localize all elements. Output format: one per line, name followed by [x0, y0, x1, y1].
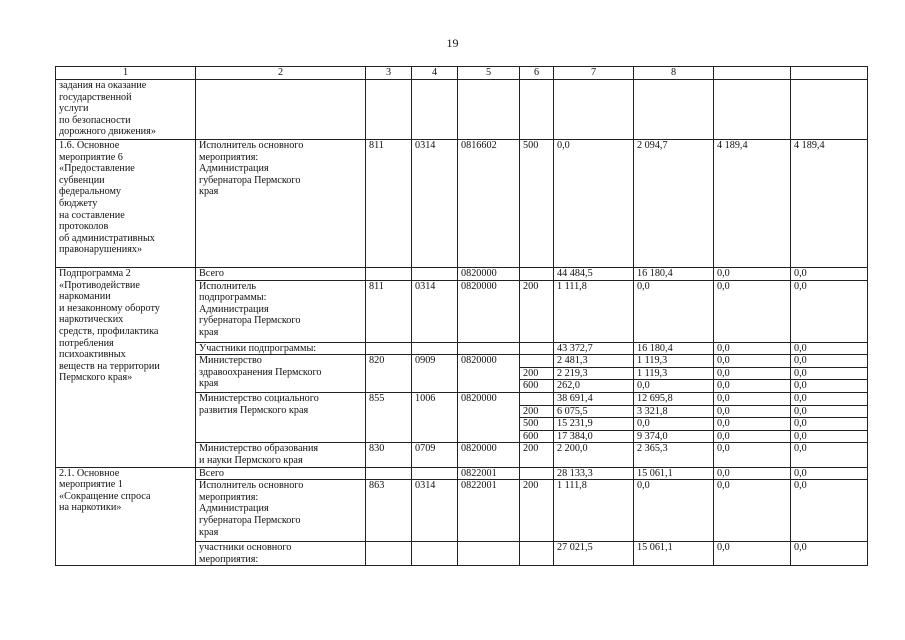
amount-cell: 0,0 — [791, 342, 868, 355]
amount-cell: 38 691,4 — [554, 392, 634, 405]
amount-cell: 0,0 — [791, 355, 868, 368]
table-cell — [714, 80, 791, 140]
grbs-code-cell: 811 — [366, 280, 412, 342]
header-row — [56, 67, 868, 80]
column-header: 4 — [412, 67, 458, 80]
grbs-code-cell: 811 — [366, 140, 412, 268]
expense-type-cell: 600 — [520, 430, 554, 443]
grbs-code-cell: 855 — [366, 392, 412, 442]
table-cell — [412, 80, 458, 140]
amount-cell: 0,0 — [714, 443, 791, 467]
amount-cell: 16 180,4 — [634, 342, 714, 355]
expense-type-cell: 200 — [520, 443, 554, 467]
table-row — [56, 80, 868, 140]
executor-cell: Участники подпрограммы: — [196, 342, 366, 355]
section-code-cell: 0314 — [412, 280, 458, 342]
expense-type-cell: 200 — [520, 367, 554, 380]
amount-cell: 2 365,3 — [634, 443, 714, 467]
table-cell — [366, 80, 412, 140]
amount-cell: 0,0 — [714, 467, 791, 480]
column-header: 8 — [634, 67, 714, 80]
amount-cell: 0,0 — [791, 405, 868, 418]
amount-cell: 0,0 — [791, 280, 868, 342]
table-cell — [791, 80, 868, 140]
expense-type-cell: 200 — [520, 405, 554, 418]
amount-cell: 0,0 — [791, 268, 868, 281]
table-cell — [520, 467, 554, 480]
amount-cell: 44 484,5 — [554, 268, 634, 281]
amount-cell: 0,0 — [714, 405, 791, 418]
target-code-cell: 0820000 — [458, 355, 520, 393]
table-cell — [412, 342, 458, 355]
target-code-cell: 0820000 — [458, 392, 520, 442]
program-name-cell: задания на оказание государственной услуги по безопасности дорожного движения» — [56, 80, 196, 140]
amount-cell: 0,0 — [791, 392, 868, 405]
amount-cell: 0,0 — [714, 480, 791, 542]
executor-cell: участники основного мероприятия: — [196, 542, 366, 566]
amount-cell: 0,0 — [791, 430, 868, 443]
table-row — [56, 268, 868, 281]
table-cell — [366, 268, 412, 281]
amount-cell: 0,0 — [714, 355, 791, 368]
amount-cell: 1 111,8 — [554, 480, 634, 542]
amount-cell: 4 189,4 — [714, 140, 791, 268]
amount-cell: 15 231,9 — [554, 418, 634, 431]
table-cell — [458, 80, 520, 140]
program-name-cell: Подпрограмма 2 «Противодействие наркомании и незаконному обороту наркотических средств, профилактика потребления психоактивных веществ на территории Пермского края» — [56, 268, 196, 468]
amount-cell: 2 094,7 — [634, 140, 714, 268]
table-cell — [520, 355, 554, 368]
amount-cell: 15 061,1 — [634, 467, 714, 480]
amount-cell: 0,0 — [791, 367, 868, 380]
table-cell — [520, 342, 554, 355]
section-code-cell: 0314 — [412, 480, 458, 542]
executor-cell: Министерство социального развития Пермского края — [196, 392, 366, 442]
amount-cell: 4 189,4 — [791, 140, 868, 268]
amount-cell: 0,0 — [714, 542, 791, 566]
amount-cell: 262,0 — [554, 380, 634, 393]
table-cell — [366, 467, 412, 480]
page-number: 19 — [446, 36, 459, 50]
column-header — [714, 67, 791, 80]
amount-cell: 0,0 — [714, 280, 791, 342]
amount-cell: 15 061,1 — [634, 542, 714, 566]
amount-cell: 0,0 — [791, 418, 868, 431]
amount-cell: 2 200,0 — [554, 443, 634, 467]
amount-cell: 1 119,3 — [634, 367, 714, 380]
section-code-cell: 0709 — [412, 443, 458, 467]
expense-type-cell: 600 — [520, 380, 554, 393]
table-row — [56, 467, 868, 480]
target-code-cell: 0816602 — [458, 140, 520, 268]
amount-cell: 0,0 — [634, 418, 714, 431]
amount-cell: 0,0 — [634, 380, 714, 393]
executor-cell: Всего — [196, 467, 366, 480]
executor-cell: Исполнитель основного мероприятия: Администрация губернатора Пермского края — [196, 480, 366, 542]
section-code-cell: 0314 — [412, 140, 458, 268]
table-cell — [634, 80, 714, 140]
executor-cell: Всего — [196, 268, 366, 281]
grbs-code-cell: 830 — [366, 443, 412, 467]
target-code-cell: 0820000 — [458, 280, 520, 342]
expense-type-cell: 200 — [520, 280, 554, 342]
amount-cell: 1 119,3 — [634, 355, 714, 368]
amount-cell: 0,0 — [714, 418, 791, 431]
amount-cell: 1 111,8 — [554, 280, 634, 342]
table-cell — [412, 467, 458, 480]
executor-cell: Исполнитель основного мероприятия: Администрация губернатора Пермского края — [196, 140, 366, 268]
table-cell — [458, 542, 520, 566]
amount-cell: 12 695,8 — [634, 392, 714, 405]
table-cell — [366, 542, 412, 566]
executor-cell: Министерство здравоохранения Пермского края — [196, 355, 366, 393]
amount-cell: 0,0 — [714, 268, 791, 281]
column-header: 6 — [520, 67, 554, 80]
column-header — [791, 67, 868, 80]
amount-cell: 17 384,0 — [554, 430, 634, 443]
amount-cell: 43 372,7 — [554, 342, 634, 355]
amount-cell: 2 219,3 — [554, 367, 634, 380]
amount-cell: 3 321,8 — [634, 405, 714, 418]
amount-cell: 6 075,5 — [554, 405, 634, 418]
amount-cell: 0,0 — [714, 430, 791, 443]
amount-cell: 0,0 — [791, 480, 868, 542]
amount-cell: 0,0 — [791, 443, 868, 467]
table-row — [56, 140, 868, 268]
amount-cell: 16 180,4 — [634, 268, 714, 281]
amount-cell: 0,0 — [634, 480, 714, 542]
amount-cell: 27 021,5 — [554, 542, 634, 566]
table-cell — [520, 542, 554, 566]
amount-cell: 28 133,3 — [554, 467, 634, 480]
amount-cell: 0,0 — [791, 467, 868, 480]
amount-cell: 0,0 — [714, 367, 791, 380]
column-header: 2 — [196, 67, 366, 80]
amount-cell: 0,0 — [554, 140, 634, 268]
program-name-cell: 2.1. Основное мероприятие 1 «Сокращение спроса на наркотики» — [56, 467, 196, 566]
grbs-code-cell: 820 — [366, 355, 412, 393]
section-code-cell: 1006 — [412, 392, 458, 442]
table-cell — [520, 268, 554, 281]
table-cell — [458, 342, 520, 355]
table-cell — [520, 80, 554, 140]
expense-type-cell: 200 — [520, 480, 554, 542]
amount-cell: 0,0 — [634, 280, 714, 342]
table-cell — [520, 392, 554, 405]
amount-cell: 9 374,0 — [634, 430, 714, 443]
column-header: 1 — [56, 67, 196, 80]
table-cell — [196, 80, 366, 140]
grbs-code-cell: 863 — [366, 480, 412, 542]
table-cell — [412, 542, 458, 566]
executor-cell: Министерство образования и науки Пермского края — [196, 443, 366, 467]
section-code-cell: 0909 — [412, 355, 458, 393]
executor-cell: Исполнитель подпрограммы: Администрация губернатора Пермского края — [196, 280, 366, 342]
column-header: 5 — [458, 67, 520, 80]
column-header: 3 — [366, 67, 412, 80]
expense-type-cell: 500 — [520, 140, 554, 268]
expense-type-cell: 500 — [520, 418, 554, 431]
target-code-cell: 0822001 — [458, 480, 520, 542]
budget-table — [55, 66, 868, 566]
column-header: 7 — [554, 67, 634, 80]
target-code-cell: 0822001 — [458, 467, 520, 480]
amount-cell: 0,0 — [791, 542, 868, 566]
table-cell — [412, 268, 458, 281]
amount-cell: 2 481,3 — [554, 355, 634, 368]
amount-cell: 0,0 — [714, 380, 791, 393]
table-cell — [366, 342, 412, 355]
amount-cell: 0,0 — [791, 380, 868, 393]
amount-cell: 0,0 — [714, 392, 791, 405]
target-code-cell: 0820000 — [458, 443, 520, 467]
target-code-cell: 0820000 — [458, 268, 520, 281]
program-name-cell: 1.6. Основное мероприятие 6 «Предоставление субвенции федеральному бюджету на составление протоколов об административных правонарушениях» — [56, 140, 196, 268]
amount-cell: 0,0 — [714, 342, 791, 355]
table-cell — [554, 80, 634, 140]
